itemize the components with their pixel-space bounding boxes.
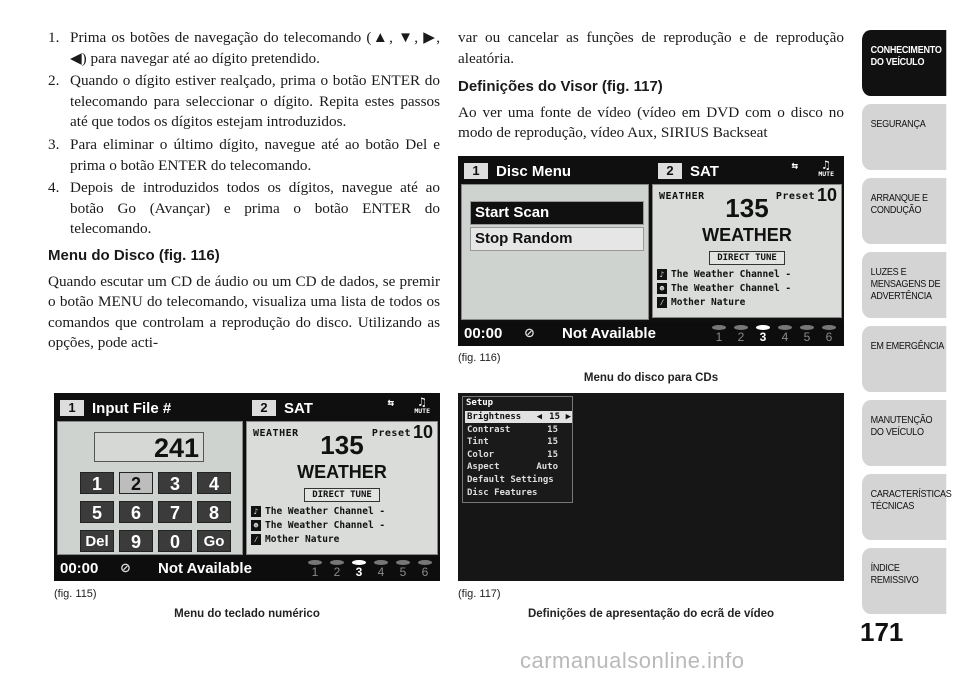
fig117-label: (fig. 117): [458, 588, 501, 600]
no-signal-icon: ⊘: [524, 325, 535, 340]
chapter-tab[interactable]: LUZES E MENSAGENS DE ADVERTÊNCIA: [862, 252, 946, 318]
preset-label: Preset: [775, 191, 815, 202]
setup-row[interactable]: [465, 474, 572, 486]
sat-body: [652, 184, 842, 318]
status-text: Not Available: [562, 325, 656, 342]
antenna-icon: ⇆: [791, 159, 798, 172]
mute-label: MUTE: [414, 407, 430, 415]
song-info-text: The Weather Channel -: [671, 269, 792, 280]
setup-row[interactable]: [465, 449, 572, 461]
song-info-line: [251, 506, 385, 517]
song-info-text: The Weather Channel -: [671, 283, 792, 294]
disc-menu-paragraph: Quando escutar um CD de áudio ou um CD de dados, se premir o botão MENU do telecomando, visualiza uma lista de todos os comandos que controlam a reprodução do disco. Utilizando as opções, pode acti-: [48, 272, 440, 352]
song-info-line: [251, 520, 385, 531]
time-display: 00:00: [60, 560, 99, 577]
song-info-text: The Weather Channel -: [265, 520, 386, 531]
preset-indicator[interactable]: 5: [394, 558, 412, 579]
preset-indicators: [306, 558, 434, 579]
pane-title-text: Input File #: [92, 399, 172, 417]
sat-title-text: SAT: [690, 162, 719, 180]
pane-title: [54, 396, 244, 420]
mute-label: MUTE: [818, 170, 834, 178]
song-info-line: [657, 269, 791, 280]
keypad-body: [57, 421, 243, 555]
setup-row-value: 15: [547, 424, 558, 435]
figure-video-setup: [458, 393, 844, 581]
song-info-text: The Weather Channel -: [265, 506, 386, 517]
weather-small: WEATHER: [253, 428, 299, 439]
direct-tune-button[interactable]: DIRECT TUNE: [304, 488, 380, 502]
status-bar: [458, 322, 844, 346]
page-number: 171: [860, 617, 904, 647]
song-info-line: [251, 534, 339, 545]
status-bar: [54, 557, 440, 581]
no-signal-icon: ⊘: [120, 560, 131, 575]
setup-row[interactable]: [465, 424, 572, 436]
preset-indicator[interactable]: 6: [820, 323, 838, 344]
song-info-line: [657, 283, 791, 294]
continued-paragraph: var ou cancelar as funções de reprodução e de reprodução aleatória.: [458, 29, 844, 67]
preset-indicator[interactable]: 6: [416, 558, 434, 579]
setup-row-label: Contrast: [467, 424, 511, 435]
keypad-key[interactable]: 8: [197, 501, 231, 523]
fig117-caption: Definições de apresentação do ecrã de vídeo: [527, 608, 775, 620]
disc-menu-body: [461, 184, 649, 320]
keypad-key[interactable]: 2: [119, 472, 153, 494]
mute-indicator: [414, 397, 430, 415]
setup-row-label: Aspect: [467, 462, 500, 473]
preset-indicator[interactable]: 5: [798, 323, 816, 344]
preset-indicator[interactable]: 4: [372, 558, 390, 579]
channel-number: 135: [725, 193, 769, 223]
pane-title: [458, 159, 650, 183]
chapter-tab[interactable]: CONHECIMENTO DO VEÍCULO: [862, 30, 946, 96]
chapter-tab[interactable]: SEGURANÇA: [862, 104, 946, 170]
song-info-line: [657, 297, 745, 308]
keypad-key[interactable]: 3: [158, 472, 192, 494]
info-icon: ♪: [657, 269, 667, 280]
chapter-tab[interactable]: CARACTERÍSTICAS TÉCNICAS: [862, 474, 946, 540]
sat-title: [652, 159, 842, 183]
sat-title: [246, 396, 438, 420]
pane-title-text: Disc Menu: [496, 162, 572, 180]
preset-indicator[interactable]: 4: [776, 323, 794, 344]
pane-number: 2: [252, 400, 276, 416]
figure-disc-menu: [458, 156, 844, 346]
preset-indicator[interactable]: 3: [754, 323, 772, 344]
display-settings-paragraph: Ao ver uma fonte de vídeo (vídeo em DVD com o disco no modo de reprodução, vídeo Aux, SIRIUS Backseat: [458, 103, 844, 142]
right-arrow-icon[interactable]: ▶: [565, 412, 571, 422]
info-icon: ☻: [657, 283, 667, 294]
sat-body: [246, 421, 438, 555]
keypad-key[interactable]: 5: [80, 501, 114, 523]
channel-number: 135: [320, 430, 364, 460]
preset-indicator[interactable]: 2: [328, 558, 346, 579]
setup-row[interactable]: [465, 461, 572, 473]
preset-indicators: [710, 323, 838, 344]
sat-title-text: SAT: [284, 399, 313, 417]
steps-list: [48, 28, 440, 240]
chapter-tab[interactable]: ÍNDICE REMISSIVO: [862, 548, 946, 614]
direct-tune-button[interactable]: DIRECT TUNE: [709, 251, 785, 265]
watermark: carmanualsonline.info: [520, 648, 745, 673]
setup-row-label: Default Settings: [467, 475, 554, 485]
info-icon: ♪: [251, 506, 261, 517]
channel-name: WEATHER: [297, 462, 387, 482]
preset-indicator[interactable]: 1: [306, 558, 324, 579]
preset-number: 10: [816, 185, 837, 205]
setup-row-label: Brightness: [467, 412, 522, 422]
setup-row-value: 15: [547, 449, 558, 460]
setup-row-label: Disc Features: [467, 487, 538, 498]
setup-row-value: Auto: [536, 462, 558, 473]
time-display: 00:00: [464, 325, 503, 342]
keypad-key[interactable]: 4: [197, 472, 231, 494]
chapter-tab[interactable]: EM EMERGÊNCIA: [862, 326, 946, 392]
song-info-text: Mother Nature: [671, 297, 746, 308]
preset-number: 10: [412, 422, 433, 442]
preset-label: Preset: [371, 428, 411, 439]
setup-row-label: Tint: [467, 437, 489, 448]
stop-random-item[interactable]: Stop Random: [470, 227, 644, 251]
preset-indicator[interactable]: 3: [350, 558, 368, 579]
fig116-label: (fig. 116): [458, 352, 501, 364]
display-settings-heading: Definições do Visor (fig. 117): [458, 78, 663, 96]
sat-pane: [246, 393, 438, 557]
keypad-key[interactable]: Del: [80, 530, 114, 552]
info-icon: ☻: [251, 520, 261, 531]
speaker-icon: ♫: [822, 158, 830, 172]
chapter-tab[interactable]: ARRANQUE E CONDUÇÃO: [862, 178, 946, 244]
step-item: 4. Depois de introduzidos todos os dígitos, navegue até ao botão Go (Avançar) e prima o botão ENTER do telecomando.: [48, 179, 440, 238]
mute-indicator: [818, 160, 834, 178]
keypad-key[interactable]: 9: [119, 530, 153, 552]
pane-number: 1: [464, 163, 488, 179]
preset-indicator[interactable]: 2: [732, 323, 750, 344]
setup-row-label: Color: [467, 449, 495, 460]
setup-title: Setup: [466, 398, 494, 408]
setup-row[interactable]: [465, 436, 572, 448]
info-icon: ⁄: [657, 297, 667, 308]
speaker-icon: ♫: [418, 395, 426, 409]
setup-row[interactable]: [465, 487, 572, 499]
sat-pane: [652, 156, 842, 320]
weather-small: WEATHER: [659, 191, 705, 202]
step-item: 1. Prima os botões de navegação do telecomando (▲, ▼, ▶, ◀) para navegar até ao dígito pretendido.: [48, 29, 440, 67]
setup-row[interactable]: [465, 411, 572, 423]
keypad-display: 241: [94, 432, 204, 462]
channel-name: WEATHER: [702, 225, 792, 245]
setup-row-value: 15: [547, 437, 558, 448]
start-scan-item[interactable]: Start Scan: [470, 201, 644, 225]
keypad-key[interactable]: 7: [158, 501, 192, 523]
right-column: [458, 28, 844, 144]
song-info-text: Mother Nature: [265, 534, 340, 545]
setup-row-value: 15: [549, 412, 560, 422]
preset-indicator[interactable]: 1: [710, 323, 728, 344]
info-icon: ⁄: [251, 534, 261, 545]
fig115-caption: Menu do teclado numérico: [174, 608, 320, 620]
pane-number: 2: [658, 163, 682, 179]
chapter-tab[interactable]: MANUTENÇÃO DO VEÍCULO: [862, 400, 946, 466]
fig115-label: (fig. 115): [54, 588, 97, 600]
pane-number: 1: [60, 400, 84, 416]
status-text: Not Available: [158, 560, 252, 577]
figure-numeric-keypad: [54, 393, 440, 581]
antenna-icon: ⇆: [387, 396, 394, 409]
step-item: 2. Quando o dígito estiver realçado, prima o botão ENTER do telecomando para seleccionar o dígito. Repita estes passos até que todos os dígitos estejam introduzidos.: [48, 72, 440, 131]
setup-menu: [462, 396, 573, 503]
keypad-key[interactable]: 6: [119, 501, 153, 523]
keypad-key[interactable]: Go: [197, 530, 231, 552]
left-arrow-icon[interactable]: ◀: [536, 412, 542, 422]
disc-menu-heading: Menu do Disco (fig. 116): [48, 246, 220, 264]
keypad-key[interactable]: 0: [158, 530, 192, 552]
fig116-caption: Menu do disco para CDs: [583, 372, 719, 384]
left-column: [48, 28, 440, 354]
keypad-key[interactable]: 1: [80, 472, 114, 494]
step-item: 3. Para eliminar o último dígito, navegue até ao botão Del e prima o botão ENTER do telecomando.: [48, 135, 440, 174]
